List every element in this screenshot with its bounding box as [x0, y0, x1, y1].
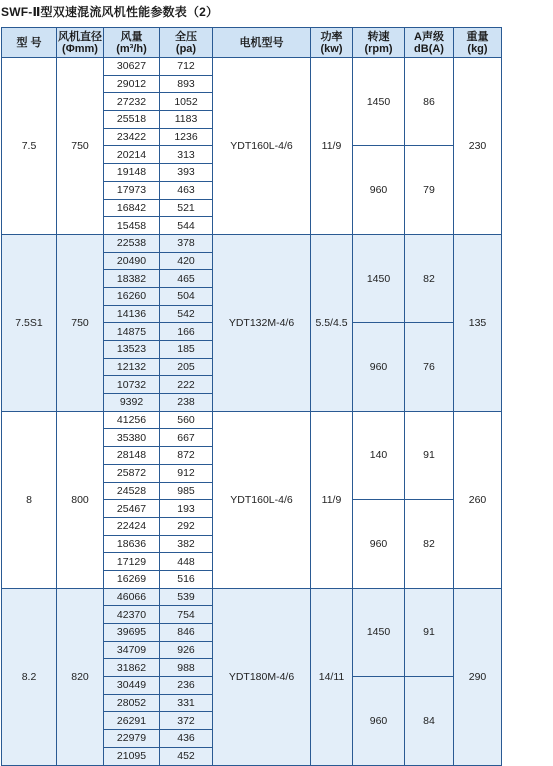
pressure-cell: 313	[160, 146, 213, 164]
airflow-cell: 12132	[104, 358, 160, 376]
noise-cell: 82	[405, 500, 454, 588]
table-row	[2, 411, 502, 429]
pressure-cell: 754	[160, 606, 213, 624]
airflow-cell: 16842	[104, 199, 160, 217]
motor-cell: YDT160L-4/6	[213, 58, 311, 235]
pressure-cell: 516	[160, 570, 213, 588]
header-noise: A声级 dB(A)	[405, 28, 454, 58]
header-pressure: 全压 (pa)	[160, 28, 213, 58]
motor-cell: YDT132M-4/6	[213, 234, 311, 411]
pressure-cell: 544	[160, 217, 213, 235]
speed-cell: 140	[353, 411, 405, 499]
pressure-cell: 185	[160, 341, 213, 359]
power-cell: 11/9	[311, 411, 353, 588]
pressure-cell: 463	[160, 181, 213, 199]
pressure-cell: 1183	[160, 111, 213, 129]
model-cell: 7.5S1	[2, 234, 57, 411]
airflow-cell: 25872	[104, 464, 160, 482]
airflow-cell: 31862	[104, 659, 160, 677]
speed-cell: 960	[353, 677, 405, 765]
airflow-cell: 30449	[104, 677, 160, 695]
pressure-cell: 436	[160, 730, 213, 748]
performance-table	[1, 27, 502, 766]
table-row	[2, 588, 502, 606]
model-cell: 8	[2, 411, 57, 588]
pressure-cell: 542	[160, 305, 213, 323]
table-title: SWF-Ⅱ型双速混流风机性能参数表（2）	[1, 5, 219, 19]
pressure-cell: 193	[160, 500, 213, 518]
pressure-cell: 667	[160, 429, 213, 447]
pressure-cell: 985	[160, 482, 213, 500]
speed-cell: 960	[353, 323, 405, 411]
airflow-cell: 18636	[104, 535, 160, 553]
noise-cell: 91	[405, 588, 454, 676]
airflow-cell: 25518	[104, 111, 160, 129]
airflow-cell: 34709	[104, 641, 160, 659]
speed-cell: 1450	[353, 588, 405, 676]
pressure-cell: 712	[160, 58, 213, 76]
motor-cell: YDT160L-4/6	[213, 411, 311, 588]
airflow-cell: 28052	[104, 694, 160, 712]
weight-cell: 260	[454, 411, 502, 588]
airflow-cell: 17129	[104, 553, 160, 571]
pressure-cell: 926	[160, 641, 213, 659]
airflow-cell: 39695	[104, 624, 160, 642]
airflow-cell: 46066	[104, 588, 160, 606]
noise-cell: 86	[405, 58, 454, 146]
pressure-cell: 893	[160, 75, 213, 93]
pressure-cell: 393	[160, 164, 213, 182]
noise-cell: 91	[405, 411, 454, 499]
header-model: 型 号	[2, 28, 57, 58]
pressure-cell: 521	[160, 199, 213, 217]
airflow-cell: 22979	[104, 730, 160, 748]
airflow-cell: 41256	[104, 411, 160, 429]
pressure-cell: 452	[160, 747, 213, 765]
pressure-cell: 560	[160, 411, 213, 429]
pressure-cell: 166	[160, 323, 213, 341]
speed-cell: 1450	[353, 234, 405, 322]
noise-cell: 84	[405, 677, 454, 765]
weight-cell: 135	[454, 234, 502, 411]
airflow-cell: 19148	[104, 164, 160, 182]
header-motor: 电机型号	[213, 28, 311, 58]
table-row	[2, 58, 502, 76]
pressure-cell: 205	[160, 358, 213, 376]
pressure-cell: 872	[160, 447, 213, 465]
pressure-cell: 382	[160, 535, 213, 553]
noise-cell: 79	[405, 146, 454, 234]
pressure-cell: 912	[160, 464, 213, 482]
table-body	[2, 58, 502, 766]
airflow-cell: 14875	[104, 323, 160, 341]
model-cell: 8.2	[2, 588, 57, 765]
airflow-cell: 17973	[104, 181, 160, 199]
airflow-cell: 16269	[104, 570, 160, 588]
speed-cell: 1450	[353, 58, 405, 146]
header-weight: 重量 (kg)	[454, 28, 502, 58]
airflow-cell: 30627	[104, 58, 160, 76]
airflow-cell: 16260	[104, 287, 160, 305]
airflow-cell: 35380	[104, 429, 160, 447]
diameter-cell: 750	[57, 234, 104, 411]
pressure-cell: 846	[160, 624, 213, 642]
power-cell: 5.5/4.5	[311, 234, 353, 411]
header-diameter: 风机直径 (Φmm)	[57, 28, 104, 58]
motor-cell: YDT180M-4/6	[213, 588, 311, 765]
pressure-cell: 236	[160, 677, 213, 695]
header-row	[2, 28, 502, 58]
pressure-cell: 1052	[160, 93, 213, 111]
header-airflow: 风量 (m³/h)	[104, 28, 160, 58]
airflow-cell: 18382	[104, 270, 160, 288]
airflow-cell: 26291	[104, 712, 160, 730]
airflow-cell: 29012	[104, 75, 160, 93]
noise-cell: 82	[405, 234, 454, 322]
diameter-cell: 820	[57, 588, 104, 765]
airflow-cell: 10732	[104, 376, 160, 394]
pressure-cell: 292	[160, 517, 213, 535]
airflow-cell: 14136	[104, 305, 160, 323]
power-cell: 14/11	[311, 588, 353, 765]
airflow-cell: 23422	[104, 128, 160, 146]
pressure-cell: 448	[160, 553, 213, 571]
noise-cell: 76	[405, 323, 454, 411]
pressure-cell: 331	[160, 694, 213, 712]
weight-cell: 290	[454, 588, 502, 765]
pressure-cell: 372	[160, 712, 213, 730]
airflow-cell: 9392	[104, 394, 160, 412]
airflow-cell: 28148	[104, 447, 160, 465]
airflow-cell: 20490	[104, 252, 160, 270]
header-power: 功率 (kw)	[311, 28, 353, 58]
header-speed: 转速 (rpm)	[353, 28, 405, 58]
table-row	[2, 234, 502, 252]
pressure-cell: 539	[160, 588, 213, 606]
airflow-cell: 27232	[104, 93, 160, 111]
pressure-cell: 420	[160, 252, 213, 270]
airflow-cell: 42370	[104, 606, 160, 624]
pressure-cell: 988	[160, 659, 213, 677]
airflow-cell: 21095	[104, 747, 160, 765]
pressure-cell: 378	[160, 234, 213, 252]
model-cell: 7.5	[2, 58, 57, 235]
pressure-cell: 238	[160, 394, 213, 412]
airflow-cell: 15458	[104, 217, 160, 235]
pressure-cell: 222	[160, 376, 213, 394]
airflow-cell: 22424	[104, 517, 160, 535]
power-cell: 11/9	[311, 58, 353, 235]
speed-cell: 960	[353, 500, 405, 588]
pressure-cell: 504	[160, 287, 213, 305]
airflow-cell: 13523	[104, 341, 160, 359]
diameter-cell: 800	[57, 411, 104, 588]
weight-cell: 230	[454, 58, 502, 235]
airflow-cell: 24528	[104, 482, 160, 500]
pressure-cell: 1236	[160, 128, 213, 146]
speed-cell: 960	[353, 146, 405, 234]
pressure-cell: 465	[160, 270, 213, 288]
airflow-cell: 20214	[104, 146, 160, 164]
airflow-cell: 22538	[104, 234, 160, 252]
airflow-cell: 25467	[104, 500, 160, 518]
diameter-cell: 750	[57, 58, 104, 235]
